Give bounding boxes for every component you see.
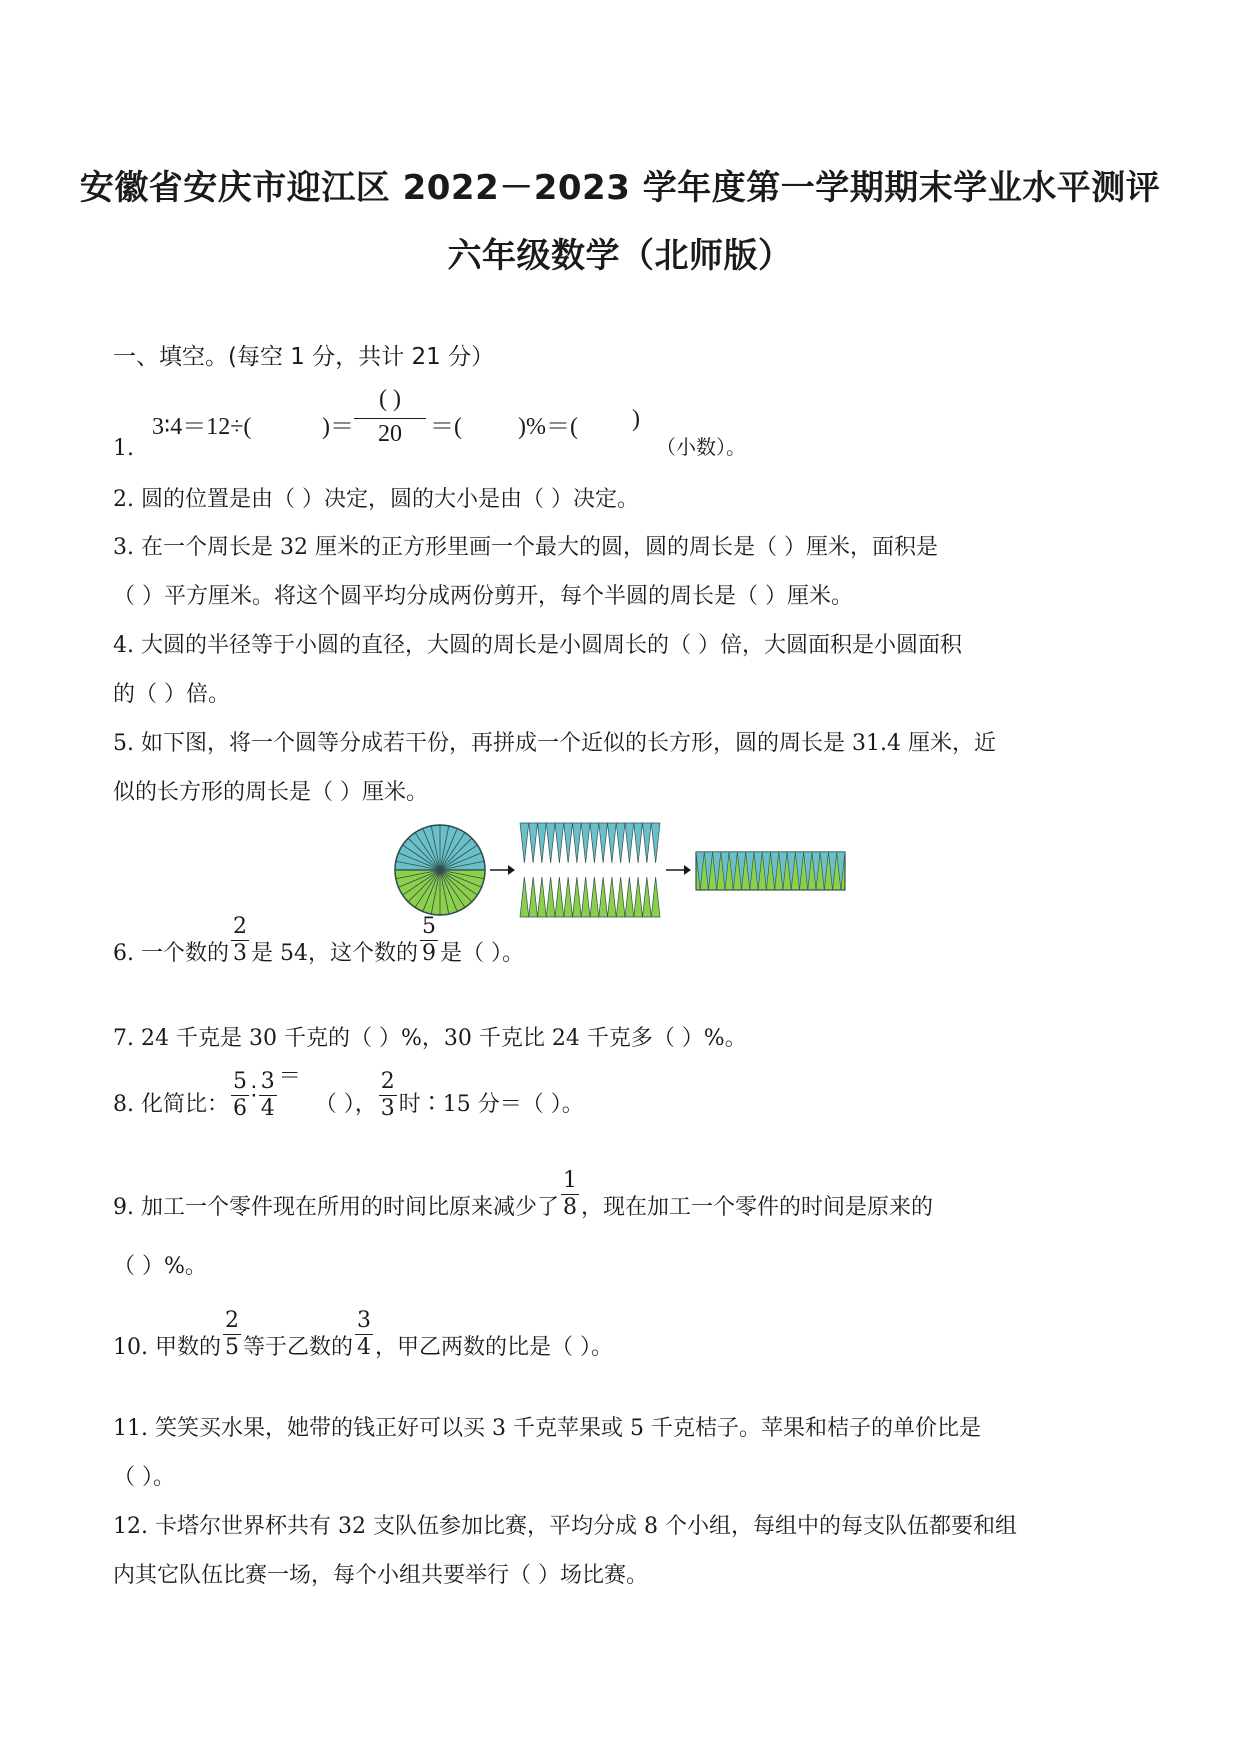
q2-text: 2. 圆的位置是由（ ）决定，圆的大小是由（ ）决定。	[113, 487, 639, 512]
q9-part1: 9. 加工一个零件现在所用的时间比原来减少了	[113, 1195, 559, 1220]
teal-sector	[599, 823, 608, 863]
q1-expr-mid1: )＝	[322, 414, 354, 440]
q6-frac1-num: 2	[232, 914, 247, 939]
q6-part2: 是 54，这个数的	[250, 941, 418, 966]
q6-frac2	[420, 914, 438, 967]
q8-frac1-den: 6	[232, 1096, 247, 1121]
q8-colon: ∶	[250, 1080, 257, 1105]
green-sector	[555, 877, 564, 917]
green-sector	[546, 877, 555, 917]
q10-frac2-num: 3	[357, 1308, 371, 1333]
teal-sector	[529, 823, 538, 863]
arrow-icon	[490, 865, 515, 875]
q12-line1: 12. 卡塔尔世界杯共有 32 支队伍参加比赛，平均分成 8 个小组，每组中的每支队伍都要和组	[113, 1514, 1017, 1539]
q10-row	[113, 1310, 613, 1363]
q1-expr-mid2: ＝(	[430, 414, 462, 440]
q9-line2: （ ）%。	[113, 1254, 207, 1279]
green-sector	[529, 877, 538, 917]
q6-frac1-den: 3	[232, 941, 247, 966]
q5-line2: 似的长方形的周长是（ ）厘米。	[113, 780, 428, 805]
green-sector	[616, 877, 625, 917]
q8-frac3-den: 3	[380, 1096, 395, 1121]
teal-sector	[616, 823, 625, 863]
teal-sector	[643, 823, 652, 863]
green-sector	[651, 877, 660, 917]
green-sector	[643, 877, 652, 917]
q8-frac3	[379, 1069, 397, 1122]
q8-frac2-num: 3	[260, 1069, 275, 1094]
teal-sector	[625, 823, 634, 863]
q4-line2: 的（ ）倍。	[113, 682, 230, 707]
q8-part2: （ ），	[314, 1092, 377, 1117]
q6-part3: 是（ ）。	[439, 941, 524, 966]
q1-expr-start: 3∶4＝12÷(	[152, 414, 252, 440]
teal-sector	[634, 823, 643, 863]
green-sector	[538, 877, 547, 917]
q10-part2: 等于乙数的	[242, 1335, 353, 1360]
teal-sector	[608, 823, 617, 863]
q3-line1: 3. 在一个周长是 32 厘米的正方形里画一个最大的圆，圆的周长是（ ）厘米，面积是	[113, 535, 938, 560]
q10-part3: ，甲乙两数的比是（ ）。	[375, 1335, 613, 1360]
q4-line1: 4. 大圆的半径等于小圆的直径，大圆的周长是小圆周长的（ ）倍，大圆面积是小圆面积	[113, 633, 962, 658]
q6-frac2-num: 5	[421, 914, 436, 939]
circle-to-rectangle-figure	[390, 815, 850, 925]
teal-sector	[590, 823, 599, 863]
q8-frac2-den: 4	[260, 1096, 275, 1121]
teal-sector	[573, 823, 582, 863]
q8-frac3-num: 2	[380, 1069, 395, 1094]
q7-text: 7. 24 千克是 30 千克的（ ）%，30 千克比 24 千克多（ ）%。	[113, 1026, 747, 1051]
teal-sector	[651, 823, 660, 863]
q10-frac1-den: 5	[224, 1335, 239, 1360]
green-sector	[590, 877, 599, 917]
green-sector	[581, 877, 590, 917]
q9-frac	[561, 1168, 579, 1221]
q12-line2: 内其它队伍比赛一场，每个小组共要举行（ ）场比赛。	[113, 1563, 648, 1588]
green-sector	[608, 877, 617, 917]
teal-sector	[546, 823, 555, 863]
q8-frac2	[259, 1069, 277, 1122]
q8-part3: 时∶15 分＝（ ）。	[398, 1092, 584, 1117]
q1-frac-num: ( )	[379, 386, 401, 412]
q6-frac2-den: 9	[421, 941, 436, 966]
green-sector	[564, 877, 573, 917]
q9-row	[113, 1170, 933, 1223]
teal-sector	[581, 823, 590, 863]
q8-row	[113, 1062, 584, 1122]
q8-frac1	[231, 1069, 249, 1122]
q6-row	[113, 916, 524, 969]
q1-expr-end: )	[632, 406, 640, 432]
q10-frac1	[223, 1308, 241, 1361]
q9-frac-num: 1	[563, 1168, 577, 1193]
approximate-rectangle	[696, 852, 845, 890]
green-sector	[520, 877, 529, 917]
q10-frac1-num: 2	[224, 1308, 239, 1333]
q11-line1: 11. 笑笑买水果，她带的钱正好可以买 3 千克苹果或 5 千克桔子。苹果和桔子的单价比是	[113, 1416, 981, 1441]
q1-suffix: （小数）。	[656, 435, 746, 459]
q11-line2: （ ）。	[113, 1465, 175, 1490]
q6-frac1	[231, 914, 249, 967]
q5-line1: 5. 如下图，将一个圆等分成若干份，再拼成一个近似的长方形，圆的周长是 31.4 厘米，近	[113, 731, 996, 756]
arrow-icon	[666, 865, 691, 875]
page-subtitle: 六年级数学（北师版）	[447, 236, 793, 276]
teal-sector	[555, 823, 564, 863]
q10-part1: 10. 甲数的	[113, 1335, 221, 1360]
section-heading: 一、填空。(每空 1 分，共计 21 分）	[113, 344, 495, 370]
sectored-circle	[395, 825, 485, 915]
green-sector	[599, 877, 608, 917]
q10-frac2	[355, 1308, 373, 1361]
q8-eq: ＝	[278, 1064, 301, 1089]
green-sector	[625, 877, 634, 917]
teal-sector	[520, 823, 529, 863]
q1-number: 1.	[113, 436, 134, 461]
q1-fraction	[354, 384, 426, 449]
q1-frac-den: 20	[378, 421, 402, 447]
page-title: 安徽省安庆市迎江区 2022－2023 学年度第一学期期末学业水平测评	[79, 168, 1161, 208]
split-sector-rectangle	[520, 823, 660, 917]
q3-line2: （ ）平方厘米。将这个圆平均分成两份剪开，每个半圆的周长是（ ）厘米。	[113, 584, 853, 609]
q9-part2: ，现在加工一个零件的时间是原来的	[581, 1195, 934, 1220]
q9-frac-den: 8	[563, 1195, 577, 1220]
q1-expr-mid3: )%＝(	[518, 414, 578, 440]
q10-frac2-den: 4	[357, 1335, 371, 1360]
q8-frac1-num: 5	[232, 1069, 247, 1094]
green-sector	[573, 877, 582, 917]
teal-sector	[564, 823, 573, 863]
q8-part1: 8. 化简比：	[113, 1092, 229, 1117]
q6-part1: 6. 一个数的	[113, 941, 229, 966]
green-sector	[634, 877, 643, 917]
teal-sector	[538, 823, 547, 863]
